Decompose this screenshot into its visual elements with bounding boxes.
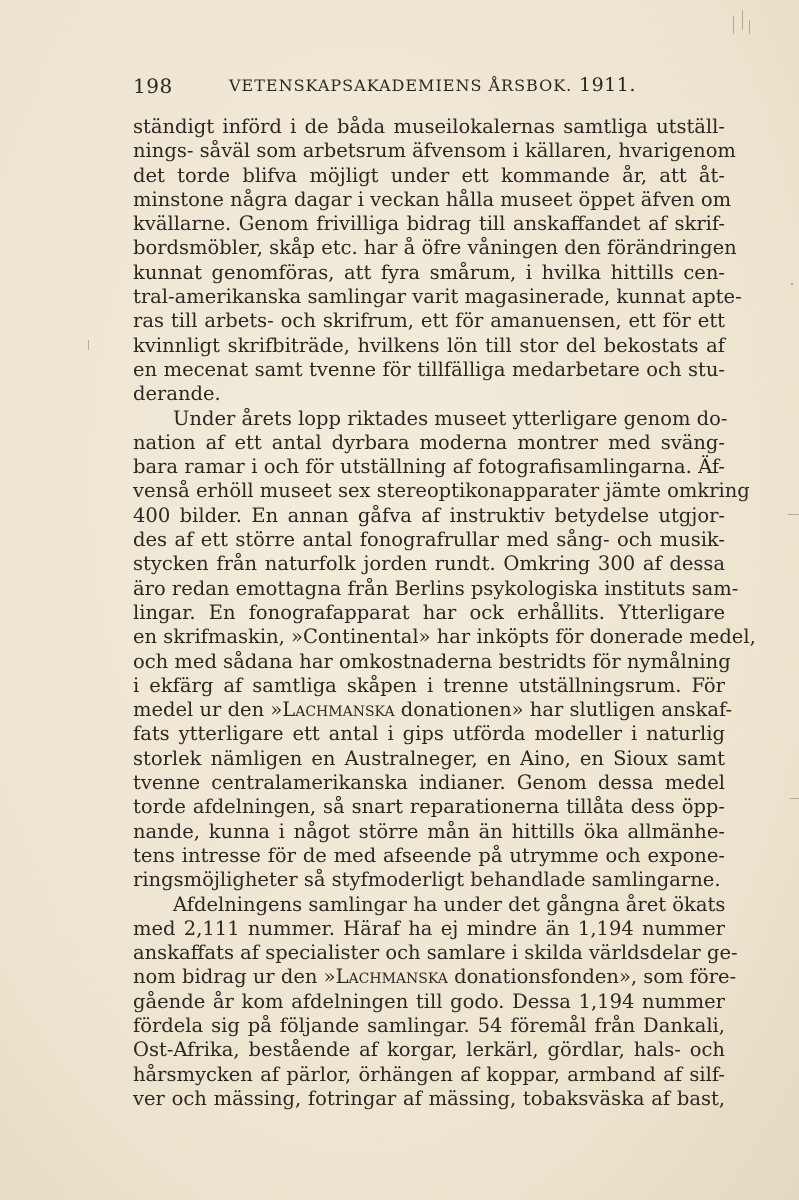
- text-fragment: kvinnligt skrifbiträde, hvilkens lön till stor del bekostats af: [133, 333, 725, 357]
- text-fragment: storlek nämligen en Australneger, en Aino, en Sioux samt: [133, 746, 725, 770]
- text-fragment: nom bidrag ur den »: [133, 965, 336, 989]
- text-fragment: ständigt införd i de båda museilokalernas samtliga utställ-: [133, 115, 725, 138]
- text-fragment: donationsfonden», som före-: [447, 965, 737, 989]
- scan-mark: [749, 20, 750, 34]
- text-fragment: det torde blifva möjligt under ett kommande år, att åt-: [133, 163, 725, 187]
- page-header: [133, 74, 725, 102]
- text-fragment: bara ramar i och för utställning af fotografisamlingarna. Äf-: [133, 455, 725, 479]
- text-line: [133, 674, 725, 698]
- text-fragment: ringsmöjligheter så styfmoderligt behandlade samlingarne.: [133, 868, 721, 892]
- running-title: VETENSKAPSAKADEMIENS ÅRSBOK.: [229, 76, 573, 95]
- scan-mark: [788, 514, 799, 515]
- text-fragment: bordsmöbler, skåp etc. har å öfre våningen den förändringen: [133, 236, 737, 260]
- text-line: [133, 358, 725, 382]
- text-line: [133, 552, 725, 576]
- body-text: [133, 115, 756, 1111]
- text-fragment: venså erhöll museet sex stereoptikonapparater jämte omkring: [133, 479, 750, 503]
- scan-mark: [791, 283, 793, 285]
- text-fragment: torde afdelningen, så snart reparationerna tillåta dess öpp-: [133, 795, 725, 819]
- text-fragment: ver och mässing, fotringar af mässing, tobaksväska af bast,: [133, 1086, 725, 1110]
- text-line: [133, 722, 725, 746]
- text-fragment: fördela sig på följande samlingar. 54 föremål från Dankali,: [133, 1013, 725, 1037]
- text-fragment: des af ett större antal fonografrullar med sång- och musik-: [133, 528, 725, 552]
- text-line: [133, 844, 725, 868]
- text-line: [133, 868, 725, 892]
- text-line: [133, 990, 725, 1014]
- text-line: [133, 941, 738, 965]
- smallcaps-name: Lachmanska: [335, 965, 448, 989]
- text-fragment: anskaffats af specialister och samlare i skilda världsdelar ge-: [133, 941, 738, 965]
- text-fragment: en skrifmaskin, »Continental» har inköpts för donerade medel,: [133, 625, 756, 649]
- text-line: [133, 406, 728, 431]
- text-fragment: i ekfärg af samtliga skåpen i trenne utställningsrum. För: [133, 673, 725, 697]
- text-line: [133, 1087, 725, 1111]
- text-fragment: nings- såväl som arbetsrum äfvensom i källaren, hvarigenom: [133, 139, 736, 163]
- text-line: [133, 698, 733, 722]
- text-line: [133, 431, 725, 455]
- text-fragment: fats ytterligare ett antal i gips utförda modeller i naturlig: [133, 722, 725, 746]
- text-line: [133, 1038, 725, 1062]
- text-line: [133, 187, 732, 212]
- text-line: [133, 455, 725, 479]
- text-line: [133, 820, 725, 844]
- text-line: [133, 965, 737, 989]
- text-line: [133, 917, 725, 941]
- text-line: [133, 649, 731, 674]
- text-fragment: minstone några dagar i veckan hålla museet öppet äfven om: [133, 187, 732, 211]
- text-fragment: nande, kunna i något större mån än hittills öka allmänhe-: [133, 819, 725, 843]
- text-fragment: kunnat genomföras, att fyra smårum, i hvilka hittills cen-: [133, 260, 725, 284]
- text-line: [133, 795, 725, 819]
- text-line: [133, 601, 725, 625]
- header-year: 1911.: [579, 74, 636, 96]
- text-line: [133, 285, 742, 309]
- text-line: [133, 382, 725, 406]
- text-line: [133, 771, 725, 795]
- text-fragment: kvällarne. Genom frivilliga bidrag till anskaffandet af skrif-: [133, 212, 725, 236]
- text-fragment: tral-amerikanska samlingar varit magasinerade, kunnat apte-: [133, 285, 742, 309]
- text-line: [133, 479, 750, 503]
- smallcaps-name: Lachmanska: [282, 698, 395, 722]
- text-line: [133, 212, 725, 236]
- text-fragment: donationen» har slutligen anskaf-: [394, 698, 733, 722]
- text-line: [133, 528, 725, 552]
- text-fragment: hårsmycken af pärlor, örhängen af koppar, armband af silf-: [133, 1062, 725, 1086]
- text-fragment: Ost-Afrika, bestående af korgar, lerkärl, gördlar, hals- och: [133, 1038, 725, 1062]
- scan-mark: [733, 16, 734, 34]
- text-fragment: tens intresse för de med afseende på utrymme och expone-: [133, 843, 725, 867]
- text-fragment: 400 bilder. En annan gåfva af instruktiv betydelse utgjor-: [133, 503, 725, 527]
- text-fragment: Under årets lopp riktades museet ytterligare genom do-: [173, 406, 728, 430]
- text-fragment: en mecenat samt tvenne för tillfälliga medarbetare och stu-: [133, 357, 725, 381]
- text-line: [133, 164, 725, 188]
- scan-mark: [790, 798, 799, 799]
- text-line: [133, 309, 725, 333]
- text-fragment: stycken från naturfolk jorden rundt. Omkring 300 af dessa: [133, 552, 725, 576]
- text-line: [133, 115, 725, 139]
- scan-mark: [742, 10, 743, 30]
- page-number: 198: [133, 74, 173, 98]
- text-fragment: lingar. En fonografapparat har ock erhållits. Ytterligare: [133, 600, 725, 624]
- text-fragment: och med sådana har omkostnaderna bestridts för nymålning: [133, 649, 731, 673]
- text-line: [133, 504, 725, 528]
- text-fragment: tvenne centralamerikanska indianer. Genom dessa medel: [133, 771, 725, 795]
- scan-mark: [88, 340, 89, 350]
- text-line: [133, 625, 756, 649]
- text-fragment: gående år kom afdelningen till godo. Dessa 1,194 nummer: [133, 989, 725, 1013]
- text-line: [133, 1014, 725, 1038]
- text-fragment: Afdelningens samlingar ha under det gångna året ökats: [173, 892, 726, 916]
- text-fragment: medel ur den »: [133, 698, 283, 722]
- text-line: [133, 893, 725, 917]
- text-line: [133, 261, 725, 285]
- text-fragment: med 2,111 nummer. Häraf ha ej mindre än 1,194 nummer: [133, 916, 725, 940]
- text-fragment: ras till arbets- och skrifrum, ett för amanuensen, ett för ett: [133, 309, 725, 333]
- text-line: [133, 139, 736, 163]
- text-line: [133, 334, 725, 358]
- text-fragment: äro redan emottagna från Berlins psykologiska instituts sam-: [133, 576, 739, 600]
- text-fragment: nation af ett antal dyrbara moderna montrer med sväng-: [133, 430, 725, 454]
- text-fragment: derande.: [133, 382, 221, 406]
- text-line: [133, 1063, 725, 1087]
- text-line: [133, 576, 739, 601]
- text-line: [133, 236, 737, 260]
- text-line: [133, 747, 725, 771]
